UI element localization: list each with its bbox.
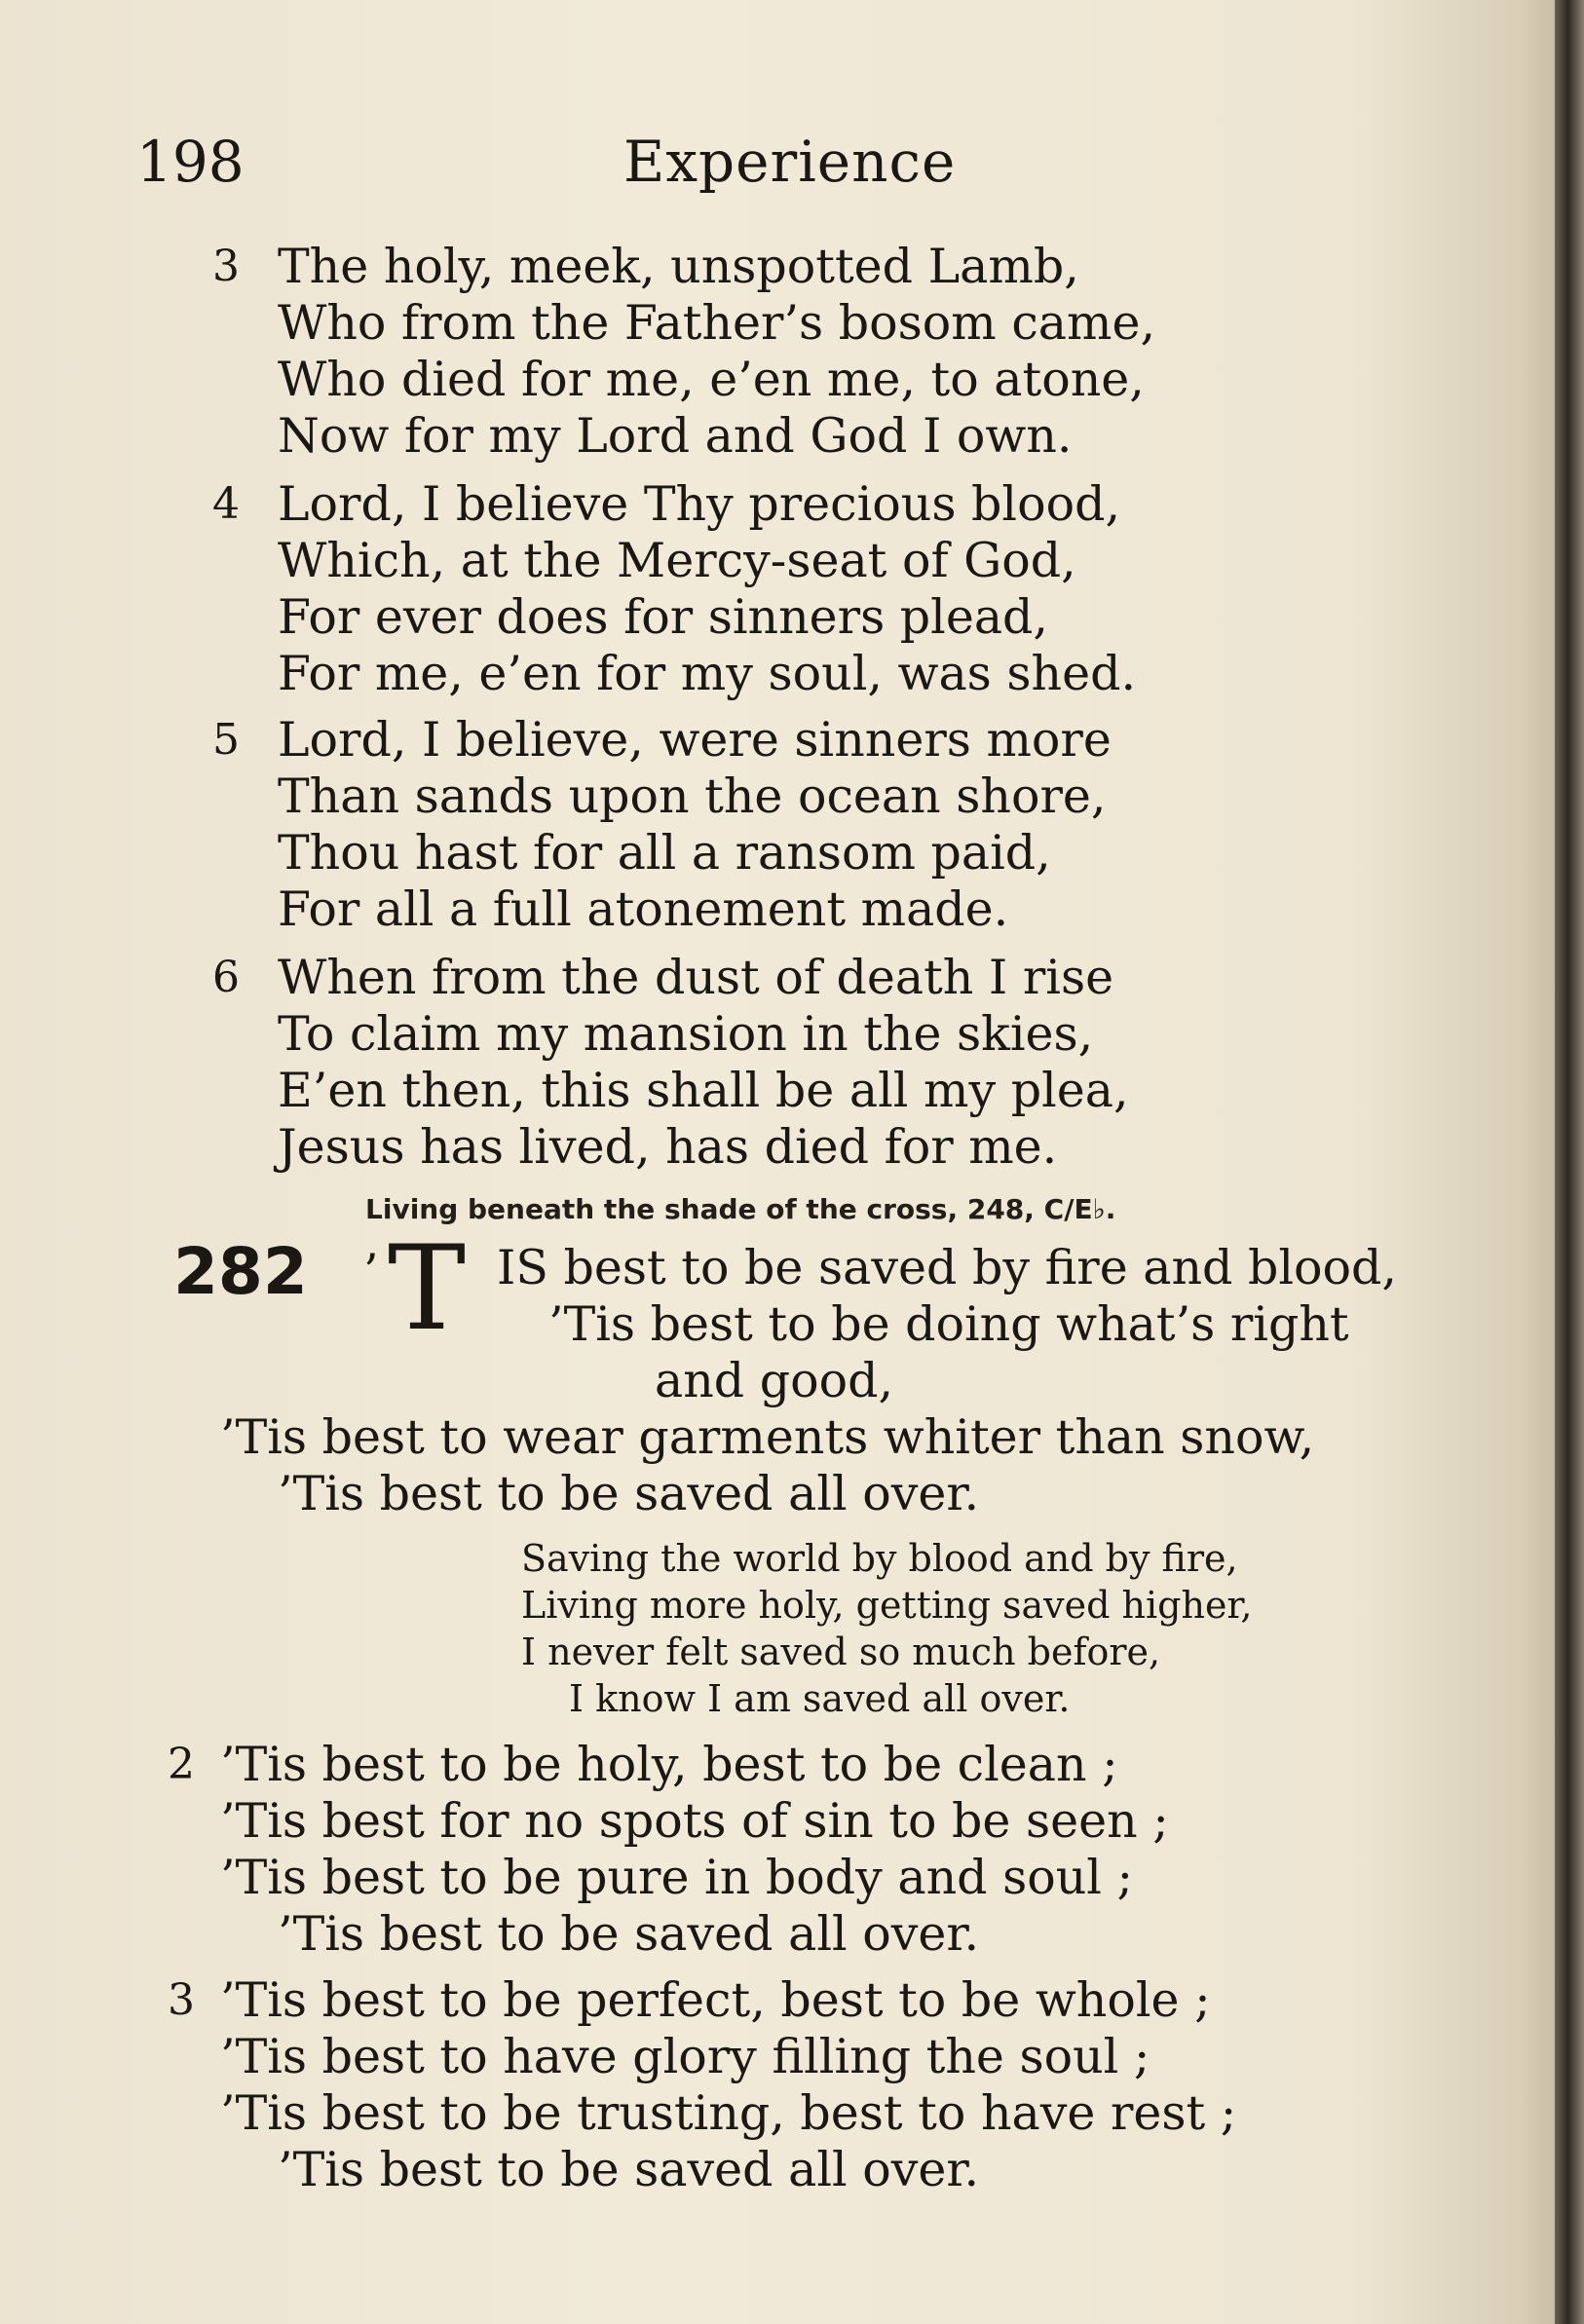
verse-line: ’Tis best to be pure in body and soul ; — [220, 1850, 1134, 1905]
book-spine-edge — [1555, 0, 1584, 2324]
verse-number: 4 — [212, 479, 240, 529]
verse-number: 5 — [212, 715, 240, 765]
leading-apostrophe: ’ — [363, 1244, 379, 1299]
verse-line: The holy, meek, unspotted Lamb, — [278, 239, 1079, 294]
verse-line: For all a full atonement made. — [278, 881, 1009, 937]
verse-line: Which, at the Mercy-seat of God, — [278, 533, 1076, 588]
verse-number: 3 — [168, 1975, 195, 2025]
verse-line: and good, — [655, 1353, 894, 1408]
verse-line: Thou hast for all a ransom paid, — [278, 825, 1051, 881]
verse-line: For ever does for sinners plead, — [278, 589, 1048, 645]
verse-line: ’Tis best to be doing what’s right — [548, 1296, 1349, 1352]
chorus-line: Living more holy, getting saved higher, — [521, 1584, 1253, 1627]
verse-line: ’Tis best to be trusting, best to have rest ; — [220, 2085, 1237, 2141]
verse-line: Than sands upon the ocean shore, — [278, 768, 1107, 824]
verse-line: Jesus has lived, has died for me. — [278, 1119, 1058, 1175]
verse-line: For me, e’en for my soul, was shed. — [278, 646, 1137, 701]
verse-line: Lord, I believe Thy precious blood, — [278, 476, 1121, 532]
drop-cap: T — [388, 1221, 467, 1357]
page-number: 198 — [136, 129, 245, 195]
verse-number: 6 — [212, 953, 240, 1002]
verse-line: ’Tis best to wear garments whiter than snow, — [220, 1409, 1315, 1465]
verse-line: ’Tis best to be perfect, best to be whole ; — [220, 1972, 1211, 2028]
verse-number: 3 — [212, 242, 240, 291]
section-title: Experience — [623, 129, 957, 195]
verse-line: To claim my mansion in the skies, — [278, 1006, 1094, 1062]
verse-line: Who from the Father’s bosom came, — [278, 295, 1156, 351]
verse-line: Lord, I believe, were sinners more — [278, 712, 1112, 768]
verse-line: ’Tis best to be saved all over. — [278, 1466, 980, 1521]
chorus-line: Saving the world by blood and by fire, — [521, 1537, 1238, 1580]
verse-line: Who died for me, e’en me, to atone, — [278, 352, 1145, 407]
chorus-line: I never felt saved so much before, — [521, 1631, 1161, 1673]
verse-line: ’Tis best to be saved all over. — [278, 1906, 980, 1962]
verse-line: Now for my Lord and God I own. — [278, 408, 1073, 464]
chorus-line: I know I am saved all over. — [569, 1677, 1071, 1720]
verse-line: When from the dust of death I rise — [278, 950, 1114, 1005]
page-header — [0, 123, 1584, 201]
verse-line: ’Tis best to be holy, best to be clean ; — [220, 1737, 1118, 1792]
verse-number: 2 — [168, 1740, 195, 1789]
verse-line: ’Tis best for no spots of sin to be seen ; — [220, 1793, 1169, 1849]
verse-line: ’Tis best to be saved all over. — [278, 2142, 980, 2197]
hymn-number: 282 — [173, 1234, 308, 1309]
verse-line: ’Tis best to have glory filling the soul ; — [220, 2029, 1150, 2084]
tune-reference: Living beneath the shade of the cross, 248, C/E♭. — [365, 1193, 1116, 1225]
verse-line: IS best to be saved by fire and blood, — [497, 1240, 1397, 1295]
verse-line: E’en then, this shall be all my plea, — [278, 1063, 1129, 1118]
